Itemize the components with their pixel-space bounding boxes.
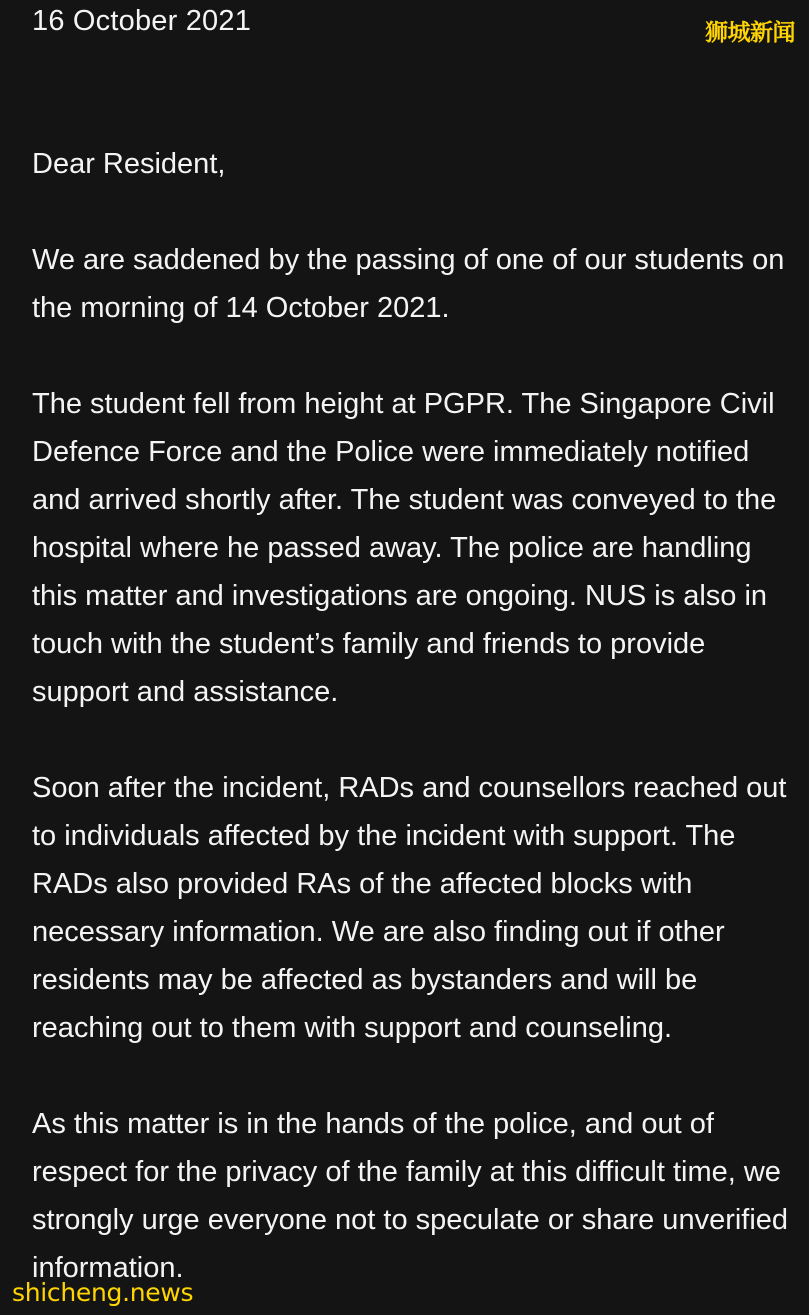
watermark-top: 狮城新闻 [705, 20, 795, 46]
paragraph-2: The student fell from height at PGPR. The Singapore Civil Defence Force and the Police were immediately notified and arrived shortly after. The student was conveyed to the hospital where he passed away. The police are handling this matter and investigations are ongoing. NUS is also in touch with the student’s family and friends to provide support and assistance. [32, 388, 777, 708]
paragraph-1: We are saddened by the passing of one of our students on the morning of 14 October 2021. [32, 244, 785, 324]
salutation: Dear Resident, [32, 148, 226, 180]
paragraph-3: Soon after the incident, RADs and counsellors reached out to individuals affected by the incident with support. The RADs also provided RAs of the affected blocks with necessary information. We are also finding out if other residents may be affected as bystanders and will be reaching out to them with support and counseling. [32, 772, 787, 1044]
paragraph-4: As this matter is in the hands of the police, and out of respect for the privacy of the family at this difficult time, we strongly urge everyone not to speculate or share unverified information. [32, 1108, 789, 1284]
letter-body [32, 140, 792, 1315]
watermark-bottom: shicheng.news [12, 1278, 194, 1307]
letter-date: 16 October 2021 [32, 5, 252, 37]
